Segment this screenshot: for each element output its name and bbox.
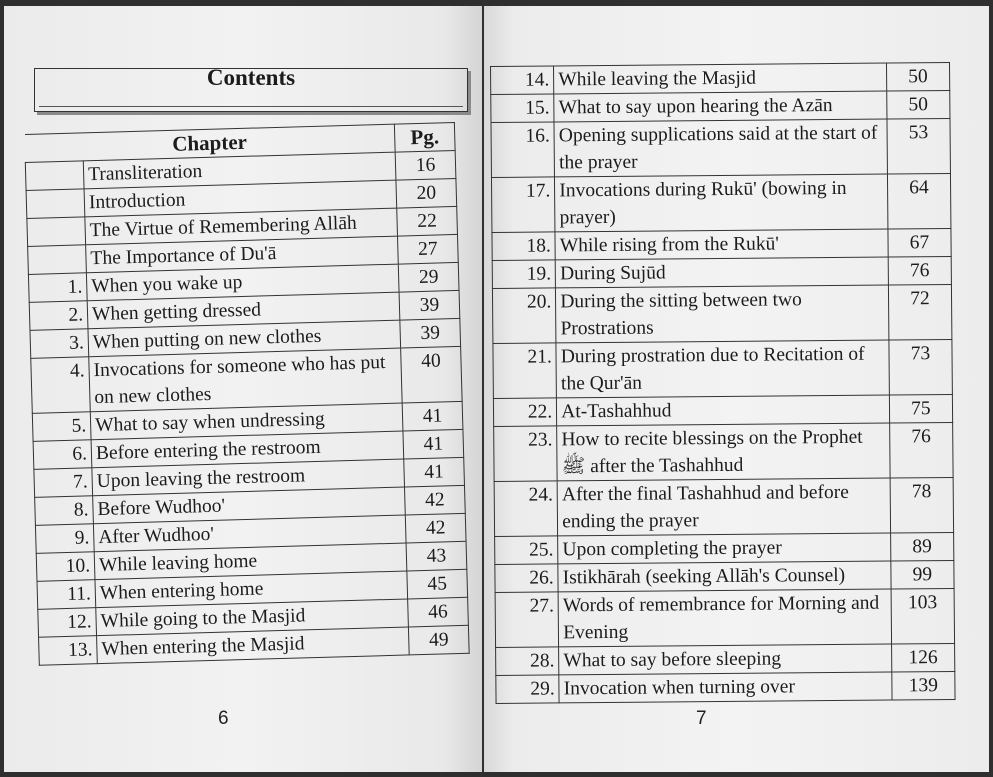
chapter-title: What to say upon hearing the Azān bbox=[554, 91, 887, 122]
chapter-title: While leaving the Masjid bbox=[554, 63, 887, 94]
chapter-page: 43 bbox=[406, 541, 467, 571]
chapter-page: 99 bbox=[891, 560, 954, 589]
chapter-number: 8. bbox=[35, 496, 94, 526]
chapter-page: 41 bbox=[404, 457, 465, 487]
chapter-number: 10. bbox=[36, 552, 95, 582]
chapter-number bbox=[28, 245, 87, 275]
chapter-number: 4. bbox=[31, 357, 91, 414]
chapter-page: 42 bbox=[405, 513, 466, 543]
toc-row bbox=[494, 422, 953, 481]
contents-heading-box bbox=[34, 65, 468, 112]
chapter-page: 50 bbox=[886, 62, 949, 91]
chapter-title: Transliteration bbox=[83, 152, 396, 189]
chapter-number: 12. bbox=[38, 608, 97, 638]
chapter-title: Istikhārah (seeking Allāh's Counsel) bbox=[558, 561, 891, 592]
chapter-number: 17. bbox=[491, 177, 555, 233]
toc-row bbox=[492, 284, 951, 343]
chapter-title: Introduction bbox=[84, 180, 397, 217]
chapter-number: 18. bbox=[492, 232, 555, 261]
page-number-right: 7 bbox=[696, 708, 707, 729]
chapter-title: Words of remembrance for Morning and Evening bbox=[558, 589, 891, 647]
chapter-title: What to say when undressing bbox=[90, 403, 403, 440]
chapter-page: 67 bbox=[888, 228, 951, 257]
chapter-title: When getting dressed bbox=[87, 292, 400, 329]
chapter-page: 78 bbox=[890, 477, 954, 533]
chapter-page: 72 bbox=[888, 284, 952, 340]
chapter-title: When you wake up bbox=[86, 264, 399, 301]
chapter-number: 15. bbox=[491, 94, 554, 123]
toc-row bbox=[491, 118, 950, 177]
chapter-title: When putting on new clothes bbox=[88, 320, 401, 357]
chapter-number bbox=[26, 189, 85, 219]
chapter-page: 50 bbox=[886, 90, 949, 119]
chapter-number: 29. bbox=[496, 675, 559, 704]
chapter-number: 3. bbox=[30, 329, 89, 359]
toc-row bbox=[492, 228, 951, 260]
chapter-title: Invocation when turning over bbox=[559, 672, 892, 703]
chapter-page: 76 bbox=[888, 256, 951, 285]
chapter-title: Upon leaving the restroom bbox=[92, 459, 405, 496]
toc-row bbox=[493, 394, 952, 426]
chapter-page: 126 bbox=[891, 643, 954, 672]
chapter-number: 25. bbox=[495, 536, 558, 565]
chapter-title: Invocations during Rukū' (bowing in prayer) bbox=[555, 174, 888, 232]
chapter-title: During Sujūd bbox=[555, 257, 888, 288]
chapter-number: 5. bbox=[32, 412, 91, 442]
chapter-page: 27 bbox=[398, 234, 459, 264]
chapter-number: 1. bbox=[28, 273, 87, 303]
chapter-title: Invocations for someone who has put on new clothes bbox=[89, 348, 402, 412]
left-page bbox=[4, 6, 482, 772]
chapter-page: 49 bbox=[408, 625, 469, 655]
chapter-title: The Importance of Du'ā bbox=[86, 236, 399, 273]
contents-heading: Contents bbox=[206, 65, 296, 90]
chapter-title: Opening supplications said at the start of the prayer bbox=[554, 119, 887, 177]
chapter-number: 24. bbox=[494, 481, 558, 537]
chapter-number: 16. bbox=[491, 122, 555, 178]
chapter-title: How to recite blessings on the Prophet ﷺ after the Tashahhud bbox=[557, 423, 890, 481]
toc-row bbox=[491, 90, 950, 122]
chapter-page: 41 bbox=[402, 401, 463, 431]
toc-row bbox=[494, 477, 953, 536]
toc-row bbox=[491, 62, 950, 94]
toc-row bbox=[491, 173, 950, 232]
chapter-page: 139 bbox=[892, 671, 955, 700]
chapter-page: 29 bbox=[398, 262, 459, 292]
chapter-number: 6. bbox=[33, 440, 92, 470]
toc-row bbox=[495, 588, 954, 647]
chapter-number bbox=[27, 217, 86, 247]
chapter-number: 28. bbox=[496, 647, 559, 676]
toc-row bbox=[496, 643, 955, 675]
chapter-title: After the final Tashahhud and before ending the prayer bbox=[557, 478, 890, 536]
chapter-title: When entering home bbox=[95, 571, 408, 608]
page-number-left: 6 bbox=[218, 708, 229, 729]
chapter-page: 75 bbox=[889, 394, 952, 423]
chapter-page: 46 bbox=[408, 597, 469, 627]
chapter-number: 9. bbox=[35, 524, 94, 554]
chapter-column-header: Chapter bbox=[25, 124, 396, 162]
chapter-page: 16 bbox=[395, 150, 456, 180]
chapter-title: What to say before sleeping bbox=[559, 644, 892, 675]
chapter-page: 41 bbox=[403, 429, 464, 459]
chapter-number: 7. bbox=[34, 468, 93, 498]
toc-row bbox=[493, 339, 952, 398]
chapter-number: 20. bbox=[492, 288, 556, 344]
chapter-title: At-Tashahhud bbox=[557, 395, 890, 426]
chapter-number: 22. bbox=[493, 398, 556, 427]
toc-row bbox=[495, 532, 954, 564]
chapter-page: 64 bbox=[887, 173, 951, 229]
chapter-page: 42 bbox=[405, 485, 466, 515]
chapter-title: While leaving home bbox=[94, 543, 407, 580]
chapter-page: 76 bbox=[889, 422, 953, 478]
toc-row bbox=[492, 256, 951, 288]
chapter-number: 21. bbox=[493, 343, 557, 399]
chapter-number: 2. bbox=[29, 301, 88, 331]
chapter-title: While going to the Masjid bbox=[96, 599, 409, 636]
chapter-title: Before entering the restroom bbox=[91, 431, 404, 468]
chapter-number: 19. bbox=[492, 260, 555, 289]
chapter-page: 45 bbox=[407, 569, 468, 599]
toc-table-right bbox=[490, 62, 956, 704]
chapter-page: 39 bbox=[400, 318, 461, 348]
toc-table-left bbox=[24, 122, 470, 666]
chapter-page: 40 bbox=[401, 346, 463, 403]
toc-row bbox=[496, 671, 955, 703]
chapter-title: While rising from the Rukū' bbox=[555, 229, 888, 260]
chapter-title: The Virtue of Remembering Allāh bbox=[85, 208, 398, 245]
chapter-page: 22 bbox=[397, 206, 458, 236]
right-page bbox=[484, 6, 989, 772]
toc-row bbox=[495, 560, 954, 592]
chapter-number: 27. bbox=[495, 592, 559, 648]
chapter-title: During prostration due to Recitation of the Qur'ān bbox=[556, 340, 889, 398]
chapter-title: Upon completing the prayer bbox=[558, 533, 891, 564]
chapter-page: 73 bbox=[889, 339, 953, 395]
chapter-number: 14. bbox=[491, 66, 554, 95]
chapter-title: When entering the Masjid bbox=[97, 627, 410, 664]
chapter-page: 39 bbox=[399, 290, 460, 320]
chapter-number: 23. bbox=[494, 426, 558, 482]
chapter-page: 20 bbox=[396, 178, 457, 208]
chapter-page: 89 bbox=[890, 532, 953, 561]
chapter-number: 26. bbox=[495, 564, 558, 593]
page-column-header: Pg. bbox=[394, 122, 455, 152]
chapter-number bbox=[25, 161, 84, 191]
chapter-page: 103 bbox=[891, 588, 955, 644]
chapter-page: 53 bbox=[887, 118, 951, 174]
chapter-number: 13. bbox=[39, 636, 98, 666]
chapter-title: During the sitting between two Prostrations bbox=[556, 285, 889, 343]
chapter-number: 11. bbox=[37, 580, 96, 610]
chapter-title: After Wudhoo' bbox=[93, 515, 406, 552]
chapter-title: Before Wudhoo' bbox=[93, 487, 406, 524]
